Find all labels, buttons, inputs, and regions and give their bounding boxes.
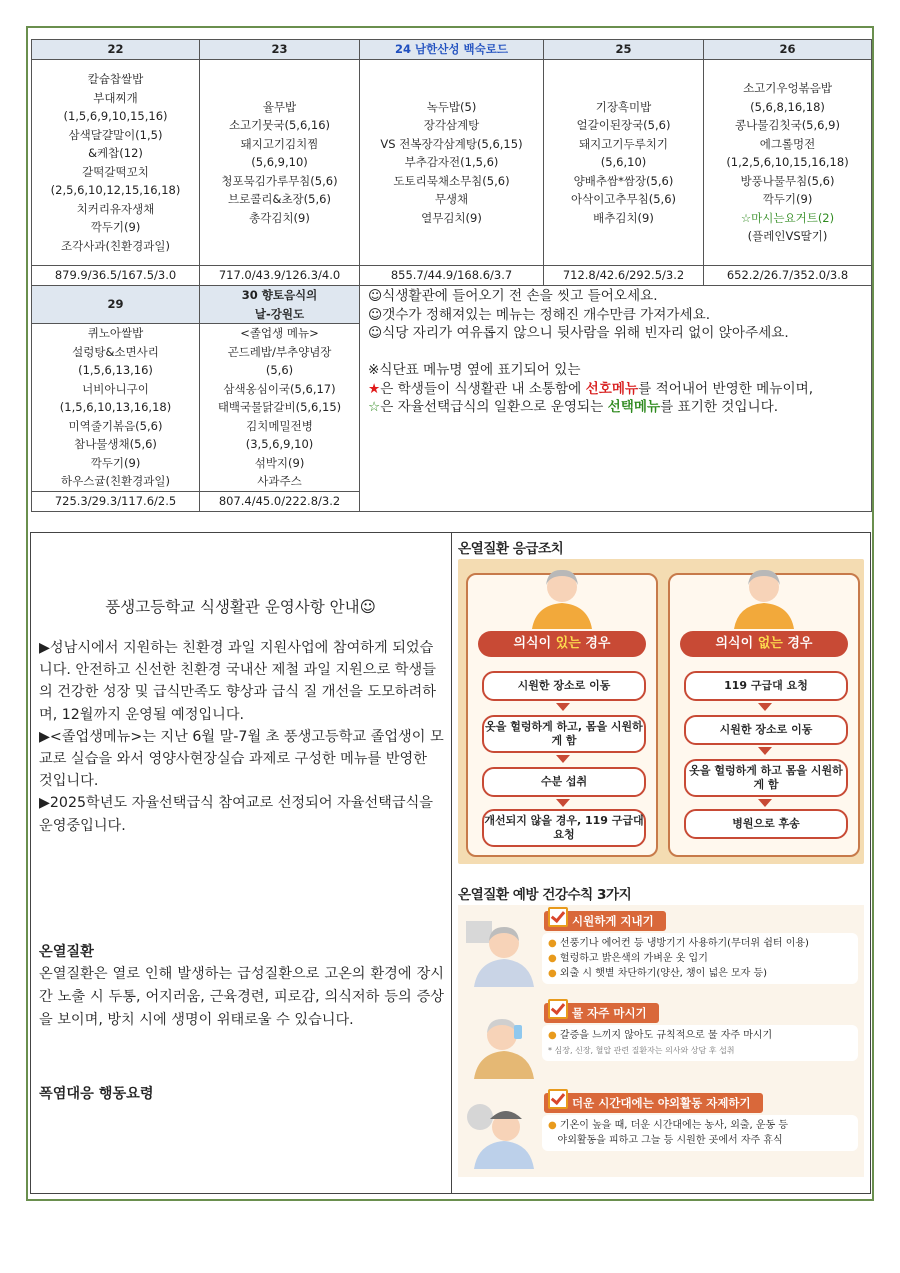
drinking-person-icon xyxy=(464,1005,538,1079)
nutrition-cell: 855.7/44.9/168.6/3.7 xyxy=(360,266,544,286)
prevention-details: ● 갈증을 느끼지 않아도 규칙적으로 물 자주 마시기 * 심장, 신장, 혈압 관련 질환자는 의사와 상담 후 섭취 xyxy=(542,1025,858,1061)
aid-step: 개선되지 않을 경우, 119 구급대 요청 xyxy=(482,809,646,847)
prevention-details: ● 선풍기나 에어컨 등 냉방기기 사용하기(무더위 쉼터 이용) ● 헐렁하고 밝은색의 가벼운 옷 입기 ● 외출 시 햇볕 차단하기(양산, 챙이 넓은 모자 등) xyxy=(542,933,858,984)
notice-column xyxy=(31,533,450,1193)
info-section xyxy=(30,532,871,1194)
prevention-item xyxy=(458,1089,864,1175)
nutrition-cell: 725.3/29.3/117.6/2.5 xyxy=(32,491,200,511)
heat-illness-title: 온열질환 xyxy=(39,944,94,960)
aid-step: 시원한 장소로 이동 xyxy=(482,671,646,701)
meal-cell: 녹두밥(5) 장각삼계탕 VS 전복장각삼계탕(5,6,15) 부추감자전(1,5,6) 도토리묵채소무침(5,6) 무생채 열무김치(9) xyxy=(360,60,544,266)
heatwave-action-title: 폭염대응 행동요령 xyxy=(39,1086,154,1102)
day-header: 23 xyxy=(200,40,360,60)
conscious-panel xyxy=(466,573,658,857)
arrow-down-icon xyxy=(758,703,772,711)
prevention-poster xyxy=(458,905,864,1177)
meal-cell: <졸업생 메뉴> 곤드레밥/부추양념장 (5,6) 삼색옹심이국(5,6,17) 태백국물닭갈비(5,6,15) 김치메밀전병 (3,5,6,9,10) 섞박지(9) 사과주스 xyxy=(200,324,360,492)
aid-step: 옷을 헐렁하게 하고 몸을 시원하게 함 xyxy=(684,759,848,797)
arrow-down-icon xyxy=(556,799,570,807)
notes-cell: ☺식생활관에 들어오기 전 손을 씻고 들어오세요. ☺갯수가 정해져있는 메뉴는 정해진 개수만큼 가져가세요. ☺식당 자리가 여유롭지 않으니 뒷사람을 위해 빈자리 없이 앉아주세요. ※식단표 메뉴명 옆에 표기되어 있는 ★은 학생들이 식생활관 내 소통함에 선호메뉴를 적어내어 반영한 메뉴이며, ☆은 자율선택급식의 일환으로 운영되는 선택메뉴를 표기한 것입니다. xyxy=(360,286,872,512)
aid-step: 119 구급대 요청 xyxy=(684,671,848,701)
day-header: 26 xyxy=(704,40,872,60)
nutrition-cell: 712.8/42.6/292.5/3.2 xyxy=(544,266,704,286)
heat-illness-body: 온열질환은 열로 인해 발생하는 급성질환으로 고온의 환경에 장시간 노출 시 두통, 어지러움, 근육경련, 피로감, 의식저하 등의 증상을 보이며, 방치 시에 생명이 위태로울 수 있습니다. xyxy=(39,966,444,1028)
meal-cell: 소고기우엉볶음밥 (5,6,8,16,18) 콩나물김칫국(5,6,9) 에그롤멍전 (1,2,5,6,10,15,16,18) 방풍나물무침(5,6) 깍두기(9) ☆마시는요거트(2) (플레인VS딸기) xyxy=(704,60,872,266)
prevention-tag: 더운 시간대에는 야외활동 자제하기 xyxy=(544,1093,763,1113)
meal-cell: 율무밥 소고기뭇국(5,6,16) 돼지고기김치찜 (5,6,9,10) 청포묵김가루무침(5,6) 브로콜리&초장(5,6) 총각김치(9) xyxy=(200,60,360,266)
arrow-down-icon xyxy=(758,799,772,807)
nutrition-cell: 807.4/45.0/222.8/3.2 xyxy=(200,491,360,511)
checkbox-icon xyxy=(548,907,568,927)
meal-cell: 퀴노아쌀밥 설렁탕&소면사리 (1,5,6,13,16) 너비아니구이 (1,5,6,10,13,16,18) 미역줄기볶음(5,6) 참나물생채(5,6) 깍두기(9) 하우스귤(친환경과일) xyxy=(32,324,200,492)
aid-step: 옷을 헐렁하게 하고, 몸을 시원하게 함 xyxy=(482,715,646,753)
prevention-details: ● 기온이 높을 때, 더운 시간대에는 농사, 외출, 운동 등 야외활동을 피하고 그늘 등 시원한 곳에서 자주 휴식 xyxy=(542,1115,858,1151)
farmer-person-icon xyxy=(464,1095,538,1169)
conscious-header: 의식이 있는 경우 xyxy=(478,631,646,657)
day-header: 25 xyxy=(544,40,704,60)
checkbox-icon xyxy=(548,1089,568,1109)
day-header: 29 xyxy=(32,286,200,324)
aid-step: 병원으로 후송 xyxy=(684,809,848,839)
elderly-person-icon xyxy=(728,565,800,629)
day-header: 22 xyxy=(32,40,200,60)
poster-column xyxy=(452,533,870,1193)
fan-person-icon xyxy=(464,913,538,987)
menu-table xyxy=(31,39,872,512)
first-aid-title: 온열질환 응급조치 xyxy=(458,541,564,557)
arrow-down-icon xyxy=(556,703,570,711)
prevention-item xyxy=(458,999,864,1085)
nutrition-cell: 652.2/26.7/352.0/3.8 xyxy=(704,266,872,286)
star-icon: ★ xyxy=(368,380,381,397)
unconscious-header: 의식이 없는 경우 xyxy=(680,631,848,657)
notice-body: ▶성남시에서 지원하는 친환경 과일 지원사업에 참여하게 되었습니다. 안전하고 신선한 친환경 국내산 제철 과일 지원으로 학생들의 건강한 성장 및 급식만족도 향상과 급식 질 개선을 도모하려하며, 12월까지 운영될 예정입니다. ▶<졸업생메뉴>는 지난 6월 말-7월 초 풍생고등학교 졸업생이 모교로 실습을 와서 영양사현장실습 과제로 구성한 메뉴를 반영한 것입니다. ▶2025학년도 자율선택급식 참여교로 선정되어 자율선택급식을 운영중입니다. xyxy=(39,640,444,834)
prevention-tag: 시원하게 지내기 xyxy=(544,911,666,931)
prevention-title: 온열질환 예방 건강수칙 3가지 xyxy=(458,887,632,903)
first-aid-poster xyxy=(458,559,864,864)
elderly-person-icon xyxy=(526,565,598,629)
meal-cell: 칼슘찹쌀밥 부대찌개 (1,5,6,9,10,15,16) 삼색달걀말이(1,5) &케찹(12) 갈떡갈떡꼬치 (2,5,6,10,12,15,16,18) 치커리유자생채 깍두기(9) 조각사과(친환경과일) xyxy=(32,60,200,266)
aid-step: 시원한 장소로 이동 xyxy=(684,715,848,745)
day-header: 30 향토음식의 날-강원도 xyxy=(200,286,360,324)
checkbox-icon xyxy=(548,999,568,1019)
meal-cell: 기장흑미밥 얼갈이된장국(5,6) 돼지고기두루치기 (5,6,10) 양배추쌈*쌈장(5,6) 아삭이고추무침(5,6) 배추김치(9) xyxy=(544,60,704,266)
prevention-item xyxy=(458,907,864,993)
nutrition-cell: 717.0/43.9/126.3/4.0 xyxy=(200,266,360,286)
day-header: 24 남한산성 백숙로드 xyxy=(360,40,544,60)
notice-title: 풍생고등학교 식생활관 운영사항 안내☺ xyxy=(105,598,376,616)
prevention-tag: 물 자주 마시기 xyxy=(544,1003,659,1023)
unconscious-panel xyxy=(668,573,860,857)
star-outline-icon: ☆ xyxy=(368,399,381,415)
aid-step: 수분 섭취 xyxy=(482,767,646,797)
nutrition-cell: 879.9/36.5/167.5/3.0 xyxy=(32,266,200,286)
arrow-down-icon xyxy=(556,755,570,763)
arrow-down-icon xyxy=(758,747,772,755)
